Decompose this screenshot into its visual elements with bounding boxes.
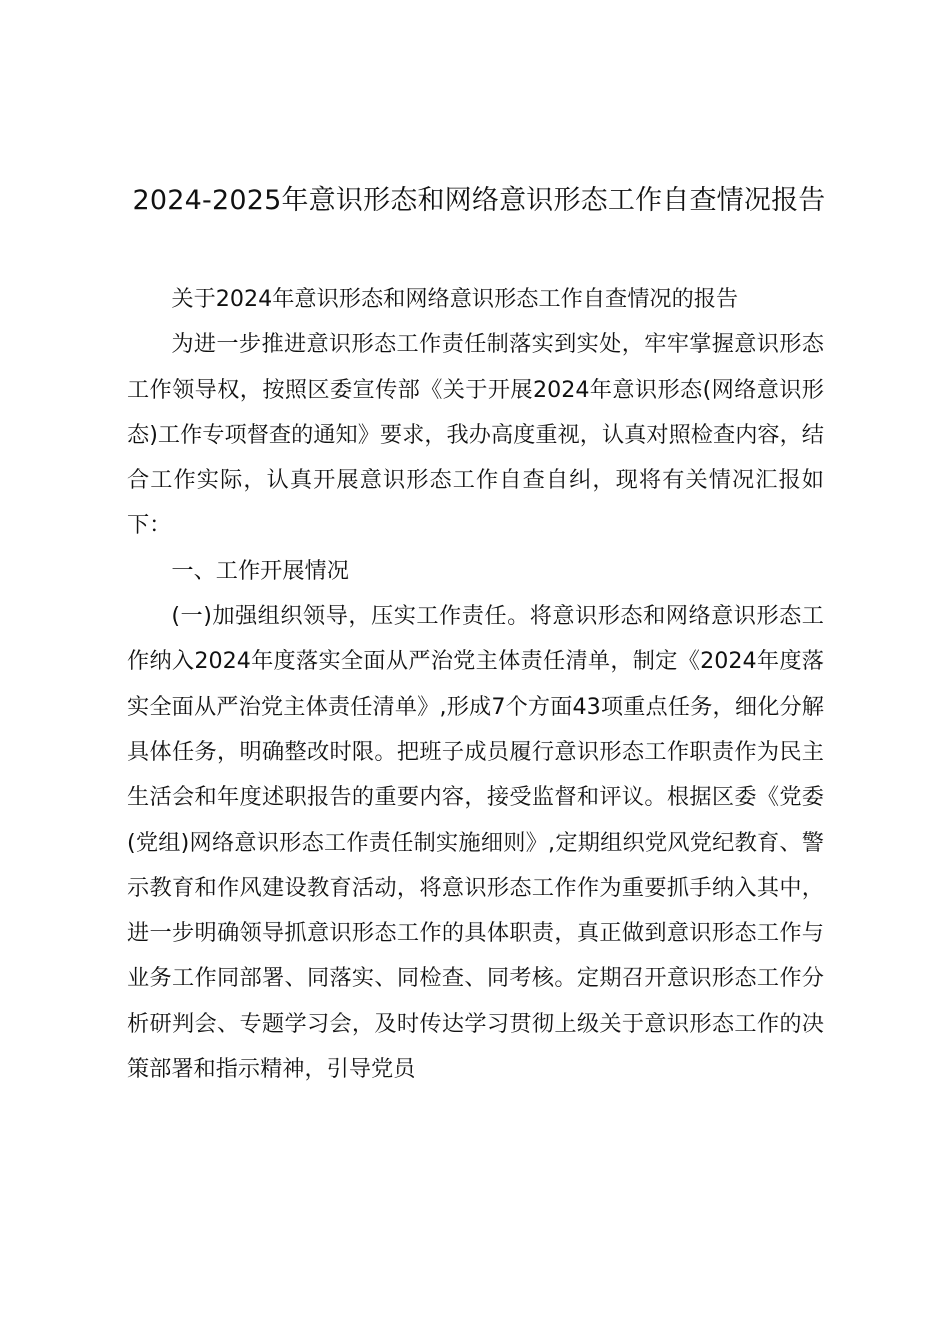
- report-subtitle-paragraph: 关于2024年意识形态和网络意识形态工作自查情况的报告: [171, 286, 739, 312]
- intro-paragraph: 为进一步推进意识形态工作责任制落实到实处，牢牢掌握意识形态工作领导权，按照区委宣传部《关于开展2024年意识形态(网络意识形态)工作专项督查的通知》要求，我办高度重视，认真对照检查内容，结合工作实际，认真开展意识形态工作自查自纠，现将有关情况汇报如下：: [127, 331, 824, 539]
- document-body: [127, 277, 824, 1092]
- section-1-paragraph: (一)加强组织领导，压实工作责任。将意识形态和网络意识形态工作纳入2024年度落实全面从严治党主体责任清单，制定《2024年度落实全面从严治党主体责任清单》,形成7个方面43项重点任务，细化分解具体任务，明确整改时限。把班子成员履行意识形态工作职责作为民主生活会和年度述职报告的重要内容，接受监督和评议。根据区委《党委(党组)网络意识形态工作责任制实施细则》,定期组织党风党纪教育、警示教育和作风建设教育活动，将意识形态工作作为重要抓手纳入其中，进一步明确领导抓意识形态工作的具体职责，真正做到意识形态工作与业务工作同部署、同落实、同检查、同考核。定期召开意识形态工作分析研判会、专题学习会，及时传达学习贯彻上级关于意识形态工作的决策部署和指示精神，引导党员: [127, 603, 824, 1083]
- document-title: 2024-2025年意识形态和网络意识形态工作自查情况报告: [132, 185, 826, 216]
- section-heading: 一、工作开展情况: [171, 557, 349, 584]
